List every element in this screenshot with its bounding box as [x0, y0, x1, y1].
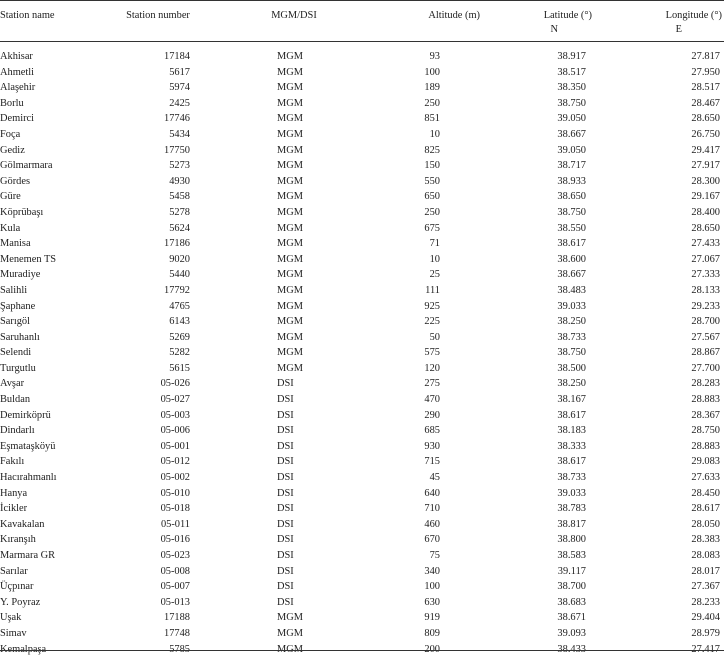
longitude-cell: 27.817: [691, 51, 720, 62]
source-cell: MGM: [277, 128, 303, 140]
table-row: [0, 267, 724, 283]
longitude-cell: 29.233: [691, 300, 720, 312]
table-row: [0, 423, 724, 439]
longitude-cell: 28.233: [691, 596, 720, 608]
longitude-cell: 27.700: [691, 362, 720, 374]
altitude-cell: 685: [424, 425, 440, 437]
table-row: [0, 345, 724, 361]
station-number-cell: 5440: [169, 269, 190, 281]
latitude-cell: 39.117: [557, 565, 586, 577]
station-name-cell: Alaşehir: [0, 82, 36, 94]
table-row: [0, 439, 724, 455]
source-cell: DSI: [277, 503, 294, 515]
source-cell: MGM: [277, 206, 303, 218]
altitude-cell: 189: [424, 82, 440, 94]
station-name-cell: Uşak: [0, 612, 22, 624]
table-row: [0, 111, 724, 127]
header-longitude-label: Longitude (°): [665, 10, 722, 21]
altitude-cell: 930: [424, 440, 440, 452]
longitude-cell: 28.017: [691, 565, 720, 577]
altitude-cell: 640: [424, 487, 440, 499]
altitude-cell: 809: [424, 627, 440, 639]
station-number-cell: 4765: [169, 300, 190, 312]
longitude-cell: 28.617: [691, 503, 720, 515]
station-name-cell: Hanya: [0, 487, 28, 499]
longitude-cell: 28.083: [691, 550, 720, 561]
station-name-cell: Borlu: [0, 97, 24, 109]
altitude-cell: 10: [429, 253, 440, 265]
station-name-cell: Gölmarmara: [0, 160, 53, 172]
table-row: [0, 314, 724, 330]
table-body: [0, 49, 724, 657]
source-cell: MGM: [277, 284, 303, 296]
table-row: [0, 49, 724, 65]
latitude-cell: 38.650: [557, 191, 586, 203]
source-cell: MGM: [277, 300, 303, 312]
latitude-cell: 38.333: [557, 440, 586, 452]
station-number-cell: 17792: [164, 284, 190, 296]
station-number-cell: 05-006: [160, 425, 190, 437]
station-name-cell: Köprübaşı: [0, 206, 44, 218]
station-number-cell: 5458: [169, 191, 190, 203]
header-longitude: [624, 9, 722, 37]
latitude-cell: 38.583: [557, 550, 586, 561]
station-number-cell: 05-011: [160, 518, 190, 530]
table-row: [0, 470, 724, 486]
latitude-cell: 38.917: [557, 51, 586, 62]
latitude-cell: 38.717: [557, 160, 586, 172]
latitude-cell: 38.250: [557, 378, 586, 390]
longitude-cell: 28.883: [691, 394, 720, 406]
altitude-cell: 250: [424, 97, 440, 109]
longitude-cell: 28.883: [691, 440, 720, 452]
latitude-cell: 38.183: [557, 425, 586, 437]
station-number-cell: 5974: [169, 82, 190, 94]
latitude-cell: 38.250: [557, 316, 586, 328]
longitude-cell: 28.650: [691, 113, 720, 125]
station-number-cell: 05-010: [160, 487, 190, 499]
station-number-cell: 05-003: [160, 409, 190, 421]
altitude-cell: 825: [424, 144, 440, 156]
longitude-cell: 28.450: [691, 487, 720, 499]
table-row: [0, 205, 724, 221]
source-cell: MGM: [277, 160, 303, 172]
longitude-cell: 28.650: [691, 222, 720, 234]
station-name-cell: Foça: [0, 128, 21, 140]
station-name-cell: Turgutlu: [0, 362, 36, 374]
latitude-cell: 38.617: [557, 456, 586, 468]
station-number-cell: 05-023: [160, 550, 190, 561]
latitude-cell: 39.050: [557, 113, 586, 125]
altitude-cell: 225: [424, 316, 440, 328]
longitude-cell: 27.367: [691, 581, 720, 593]
longitude-cell: 27.633: [691, 472, 720, 484]
source-cell: MGM: [277, 97, 303, 109]
altitude-cell: 851: [424, 113, 440, 125]
table-row: [0, 564, 724, 580]
latitude-cell: 38.750: [557, 347, 586, 359]
table-row: [0, 143, 724, 159]
altitude-cell: 45: [429, 472, 440, 484]
altitude-cell: 111: [425, 284, 440, 296]
longitude-cell: 28.700: [691, 316, 720, 328]
latitude-cell: 38.700: [557, 581, 586, 593]
source-cell: MGM: [277, 144, 303, 156]
longitude-cell: 28.979: [691, 627, 720, 639]
station-name-cell: Sarılar: [0, 565, 28, 577]
latitude-cell: 38.800: [557, 534, 586, 546]
station-name-cell: Demirköprü: [0, 409, 51, 421]
source-cell: MGM: [277, 316, 303, 328]
table-row: [0, 189, 724, 205]
altitude-cell: 670: [424, 534, 440, 546]
station-number-cell: 05-016: [160, 534, 190, 546]
latitude-cell: 38.933: [557, 175, 586, 187]
source-cell: DSI: [277, 534, 294, 546]
station-name-cell: Hacırahmanlı: [0, 472, 57, 484]
table-row: [0, 361, 724, 377]
latitude-cell: 38.517: [557, 66, 586, 78]
table-row: [0, 454, 724, 470]
table-row: [0, 579, 724, 595]
altitude-cell: 150: [424, 160, 440, 172]
source-cell: MGM: [277, 269, 303, 281]
station-number-cell: 05-012: [160, 456, 190, 468]
table-row: [0, 330, 724, 346]
table-row: [0, 283, 724, 299]
source-cell: DSI: [277, 425, 294, 437]
station-number-cell: 5615: [169, 362, 190, 374]
station-number-cell: 5278: [169, 206, 190, 218]
altitude-cell: 630: [424, 596, 440, 608]
source-cell: MGM: [277, 253, 303, 265]
altitude-cell: 50: [429, 331, 440, 343]
station-number-cell: 17188: [164, 612, 190, 624]
longitude-cell: 28.750: [691, 425, 720, 437]
altitude-cell: 10: [429, 128, 440, 140]
station-number-cell: 5273: [169, 160, 190, 172]
station-name-cell: Eşmataşköyü: [0, 440, 56, 452]
latitude-cell: 38.750: [557, 97, 586, 109]
latitude-cell: 38.671: [557, 612, 586, 624]
table-row: [0, 408, 724, 424]
source-cell: DSI: [277, 581, 294, 593]
longitude-cell: 28.133: [691, 284, 720, 296]
table-header-rule: [0, 41, 724, 42]
source-cell: MGM: [277, 113, 303, 125]
longitude-cell: 29.167: [691, 191, 720, 203]
source-cell: MGM: [277, 331, 303, 343]
latitude-cell: 38.667: [557, 269, 586, 281]
source-cell: MGM: [277, 175, 303, 187]
latitude-cell: 38.350: [557, 82, 586, 94]
longitude-cell: 28.867: [691, 347, 720, 359]
station-name-cell: Kula: [0, 222, 21, 234]
table-row: [0, 80, 724, 96]
station-name-cell: Buldan: [0, 394, 31, 406]
altitude-cell: 290: [424, 409, 440, 421]
altitude-cell: 120: [424, 362, 440, 374]
station-name-cell: Marmara GR: [0, 550, 56, 561]
source-cell: DSI: [277, 409, 294, 421]
station-number-cell: 5282: [169, 347, 190, 359]
altitude-cell: 250: [424, 206, 440, 218]
source-cell: MGM: [277, 362, 303, 374]
table-row: [0, 392, 724, 408]
latitude-cell: 38.483: [557, 284, 586, 296]
station-name-cell: Kavakalan: [0, 518, 45, 530]
table-row: [0, 174, 724, 190]
header-latitude-unit: N: [550, 24, 558, 35]
header-station-name: Station name: [0, 10, 55, 21]
source-cell: MGM: [277, 66, 303, 78]
source-cell: DSI: [277, 565, 294, 577]
altitude-cell: 93: [429, 51, 440, 62]
latitude-cell: 38.500: [557, 362, 586, 374]
station-number-cell: 17748: [164, 627, 190, 639]
latitude-cell: 38.733: [557, 472, 586, 484]
station-name-cell: Avşar: [0, 378, 25, 390]
longitude-cell: 28.383: [691, 534, 720, 546]
station-number-cell: 05-018: [160, 503, 190, 515]
station-name-cell: Muradiye: [0, 269, 41, 281]
table-row: [0, 96, 724, 112]
altitude-cell: 925: [424, 300, 440, 312]
longitude-cell: 28.300: [691, 175, 720, 187]
table-row: [0, 221, 724, 237]
station-number-cell: 05-001: [160, 440, 190, 452]
station-name-cell: İcikler: [0, 503, 28, 515]
altitude-cell: 470: [424, 394, 440, 406]
altitude-cell: 25: [429, 269, 440, 281]
station-name-cell: Y. Poyraz: [0, 596, 41, 608]
source-cell: DSI: [277, 487, 294, 499]
station-number-cell: 05-026: [160, 378, 190, 390]
station-name-cell: Dindarlı: [0, 425, 35, 437]
source-cell: MGM: [277, 191, 303, 203]
station-number-cell: 05-008: [160, 565, 190, 577]
source-cell: MGM: [277, 238, 303, 250]
longitude-cell: 28.283: [691, 378, 720, 390]
header-longitude-unit: E: [675, 24, 682, 35]
table-row: [0, 127, 724, 143]
station-number-cell: 05-002: [160, 472, 190, 484]
table-row: [0, 376, 724, 392]
altitude-cell: 460: [424, 518, 440, 530]
station-name-cell: Akhisar: [0, 51, 33, 62]
table-row: [0, 548, 724, 564]
table-row: [0, 610, 724, 626]
station-name-cell: Fakılı: [0, 456, 25, 468]
table-bottom-rule: [0, 650, 724, 651]
station-name-cell: Ahmetli: [0, 66, 35, 78]
station-name-cell: Menemen TS: [0, 253, 57, 265]
table-row: [0, 517, 724, 533]
source-cell: MGM: [277, 222, 303, 234]
latitude-cell: 38.783: [557, 503, 586, 515]
source-cell: DSI: [277, 550, 294, 561]
longitude-cell: 28.400: [691, 206, 720, 218]
station-name-cell: Güre: [0, 191, 21, 203]
altitude-cell: 710: [424, 503, 440, 515]
station-number-cell: 17750: [164, 144, 190, 156]
station-name-cell: Üçpınar: [0, 581, 34, 593]
longitude-cell: 27.433: [691, 238, 720, 250]
station-number-cell: 05-027: [160, 394, 190, 406]
header-station-number: Station number: [126, 10, 190, 21]
station-name-cell: Gördes: [0, 175, 31, 187]
station-name-cell: Saruhanlı: [0, 331, 40, 343]
source-cell: MGM: [277, 627, 303, 639]
altitude-cell: 550: [424, 175, 440, 187]
latitude-cell: 38.667: [557, 128, 586, 140]
station-number-cell: 5624: [169, 222, 190, 234]
source-cell: DSI: [277, 456, 294, 468]
longitude-cell: 27.067: [691, 253, 720, 265]
station-name-cell: Manisa: [0, 238, 31, 250]
longitude-cell: 28.467: [691, 97, 720, 109]
header-latitude: [500, 9, 592, 37]
header-altitude: Altitude (m): [428, 10, 480, 21]
latitude-cell: 39.033: [557, 300, 586, 312]
station-name-cell: Salihli: [0, 284, 28, 296]
table-top-rule: [0, 0, 724, 1]
station-number-cell: 17186: [164, 238, 190, 250]
station-name-cell: Demirci: [0, 113, 35, 125]
station-number-cell: 5434: [169, 128, 190, 140]
station-name-cell: Şaphane: [0, 300, 36, 312]
table-row: [0, 501, 724, 517]
station-number-cell: 05-007: [160, 581, 190, 593]
station-number-cell: 4930: [169, 175, 190, 187]
table-row: [0, 626, 724, 642]
latitude-cell: 38.167: [557, 394, 586, 406]
longitude-cell: 28.367: [691, 409, 720, 421]
station-number-cell: 5617: [169, 66, 190, 78]
station-name-cell: Gediz: [0, 144, 25, 156]
station-number-cell: 17746: [164, 113, 190, 125]
longitude-cell: 29.083: [691, 456, 720, 468]
header-source: MGM/DSI: [271, 10, 317, 21]
latitude-cell: 38.600: [557, 253, 586, 265]
latitude-cell: 38.750: [557, 206, 586, 218]
latitude-cell: 38.617: [557, 238, 586, 250]
longitude-cell: 28.517: [691, 82, 720, 94]
source-cell: DSI: [277, 394, 294, 406]
station-name-cell: Kıranşıh: [0, 534, 36, 546]
latitude-cell: 39.050: [557, 144, 586, 156]
latitude-cell: 39.033: [557, 487, 586, 499]
altitude-cell: 100: [424, 66, 440, 78]
source-cell: DSI: [277, 378, 294, 390]
altitude-cell: 575: [424, 347, 440, 359]
table-row: [0, 486, 724, 502]
longitude-cell: 27.333: [691, 269, 720, 281]
source-cell: MGM: [277, 347, 303, 359]
station-name-cell: Sarıgöl: [0, 316, 31, 328]
longitude-cell: 27.567: [691, 331, 720, 343]
table-row: [0, 252, 724, 268]
latitude-cell: 38.550: [557, 222, 586, 234]
altitude-cell: 275: [424, 378, 440, 390]
station-number-cell: 05-013: [160, 596, 190, 608]
station-name-cell: Simav: [0, 627, 27, 639]
table-row: [0, 299, 724, 315]
source-cell: DSI: [277, 472, 294, 484]
table-row: [0, 65, 724, 81]
table-row: [0, 532, 724, 548]
longitude-cell: 29.404: [691, 612, 720, 624]
source-cell: DSI: [277, 518, 294, 530]
longitude-cell: 29.417: [691, 144, 720, 156]
longitude-cell: 28.050: [691, 518, 720, 530]
station-number-cell: 6143: [169, 316, 190, 328]
altitude-cell: 650: [424, 191, 440, 203]
station-number-cell: 2425: [169, 97, 190, 109]
latitude-cell: 38.683: [557, 596, 586, 608]
station-number-cell: 17184: [164, 51, 190, 62]
source-cell: DSI: [277, 596, 294, 608]
latitude-cell: 39.093: [557, 627, 586, 639]
longitude-cell: 27.950: [691, 66, 720, 78]
altitude-cell: 919: [424, 612, 440, 624]
altitude-cell: 675: [424, 222, 440, 234]
latitude-cell: 38.617: [557, 409, 586, 421]
source-cell: MGM: [277, 82, 303, 94]
header-latitude-label: Latitude (°): [543, 10, 592, 21]
table-row: [0, 236, 724, 252]
altitude-cell: 340: [424, 565, 440, 577]
altitude-cell: 100: [424, 581, 440, 593]
longitude-cell: 27.917: [691, 160, 720, 172]
altitude-cell: 715: [424, 456, 440, 468]
longitude-cell: 26.750: [691, 128, 720, 140]
altitude-cell: 71: [429, 238, 440, 250]
source-cell: MGM: [277, 51, 303, 62]
altitude-cell: 75: [429, 550, 440, 561]
station-number-cell: 9020: [169, 253, 190, 265]
source-cell: MGM: [277, 612, 303, 624]
table-row: [0, 595, 724, 611]
latitude-cell: 38.817: [557, 518, 586, 530]
station-name-cell: Selendi: [0, 347, 32, 359]
source-cell: DSI: [277, 440, 294, 452]
table-row: [0, 158, 724, 174]
latitude-cell: 38.733: [557, 331, 586, 343]
station-number-cell: 5269: [169, 331, 190, 343]
